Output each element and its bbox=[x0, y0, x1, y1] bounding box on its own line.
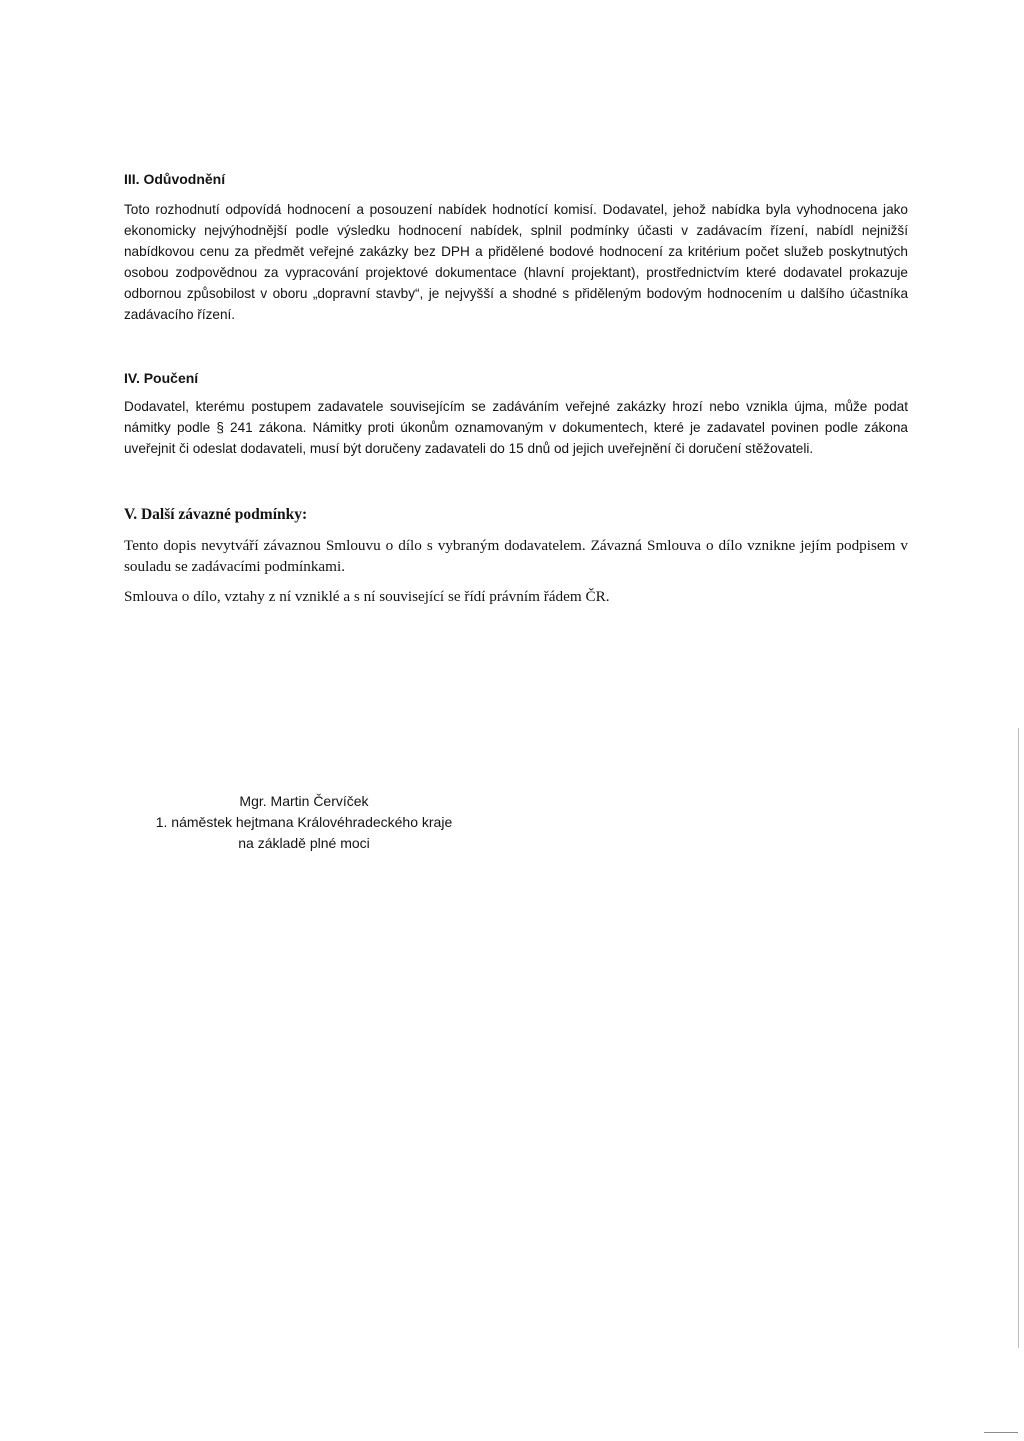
signatory-name: Mgr. Martin Červíček bbox=[239, 793, 369, 809]
section-heading-instruction: IV. Poučení bbox=[124, 370, 199, 386]
paragraph-instruction: Dodavatel, kterému postupem zadavatele souvisejícím se zadáváním veřejné zakázky hrozí nebo vznikla újma, může podat námitky podle § 241 zákona. Námitky proti úkonům oznamovaným v dokumentech, které je zadavatel povinen podle zákona uveřejnit či odeslat dodavateli, musí být doručeny zadavateli do 15 dnů od jejich uveřejnění či doručení stěžovateli. bbox=[124, 399, 908, 456]
signatory-authority: na základě plné moci bbox=[238, 835, 370, 851]
paragraph-governing-law: Smlouva o dílo, vztahy z ní vzniklé a s ní související se řídí právním řádem ČR. bbox=[124, 588, 610, 605]
paragraph-justification: Toto rozhodnutí odpovídá hodnocení a posouzení nabídek hodnotící komisí. Dodavatel, jehož nabídka byla vyhodnocena jako ekonomicky nejvýhodnější podle výsledku hodnocení nabídek, splnil podmínky účasti v zadávacím řízení, nabídl nejnižší nabídkovou cenu za předmět veřejné zakázky bez DPH a přidělené bodové hodnocení za kritérium počet služeb poskytnutých osobou zodpovědnou za vypracování projektové dokumentace (hlavní projektant), prostřednictvím které dodavatel prokazuje odbornou způsobilost v oboru „dopravní stavby“, je nejvyšší a shodné s přiděleným bodovým hodnocením u dalšího účastníka zadávacího řízení. bbox=[124, 202, 908, 322]
signatory-position: 1. náměstek hejtmana Královéhradeckého kraje bbox=[155, 814, 453, 830]
paragraph-binding-conditions: Tento dopis nevytváří závaznou Smlouvu o dílo s vybraným dodavatelem. Závazná Smlouva o dílo vznikne jejím podpisem v souladu se zadávacími podmínkami. bbox=[124, 537, 908, 575]
section-heading-binding-conditions: V. Další závazné podmínky: bbox=[124, 506, 308, 523]
scan-margin-line bbox=[1018, 728, 1019, 1348]
signature-block bbox=[124, 791, 484, 854]
section-heading-justification: III. Odůvodnění bbox=[124, 171, 226, 187]
scan-bottom-line bbox=[984, 1432, 1018, 1433]
